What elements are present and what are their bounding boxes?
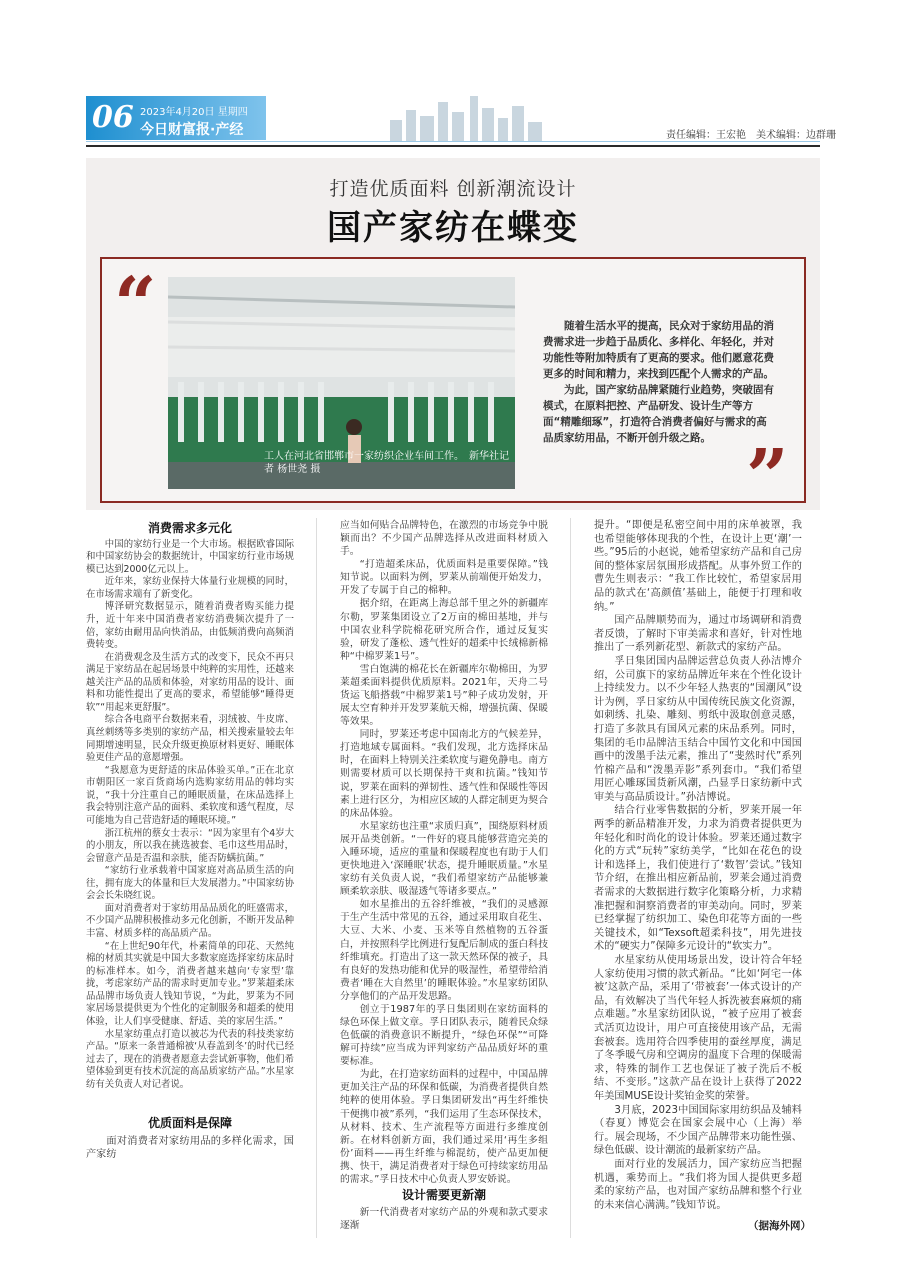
issue-date: 2023年4月20日 星期四 [140, 107, 248, 118]
paragraph: 雪白饱满的棉花长在新疆库尔勒棉田，为罗莱超柔面料提供优质原料。2021年，天舟二号货运飞船搭载“中棉罗莱1号”种子成功发射，开展太空育种并开发罗莱航天棉，增强抗菌、保暖等效果。 [340, 663, 548, 728]
intro-paragraph: 为此，国产家纺品牌紧随行业趋势，突破固有模式，在原料把控、产品研发、设计生产等方面“精雕细琢”，打造符合消费者偏好与需求的高品质家纺用品，不断开创升级之路。 [543, 384, 774, 444]
paragraph: 提升。“即便是私密空间中用的床单被罩，我也希望能够体现我的个性，在设计上更‘潮’一些。”95后的小赵说，她希望家纺产品和自己房间的整体家居氛围形成搭配。从事外贸工作的曹先生则表示：“我工作比较忙，希望家居用品的款式在‘高颜值’基础上，能便于打理和收纳。” [594, 520, 802, 613]
column-divider [570, 518, 571, 1238]
paragraph: 新一代消费者对家纺产品的外观和款式要求逐渐 [340, 1207, 548, 1232]
paragraph: 应当如何贴合品牌特色，在激烈的市场竞争中脱颖而出？不少国产品牌选择从改进面料材质入手。 [340, 520, 548, 558]
article-column-2 [340, 519, 548, 1232]
paragraph: 水星家纺从使用场景出发，设计符合年轻人家纺使用习惯的款式新品。“比如‘阿宅一体被’这款产品，采用了‘带被套’一体式设计的产品，有效解决了当代年轻人拆洗被套麻烦的痛点难题。”水星家纺团队说，“被子应用了被套式活页边设计，用户可直接使用该产品，无需套被套。选用符合四季使用的蚕丝厚度，满足了冬季暖气房和空调房的温度下合理的保暖需求，特殊的制作工艺也保证了被子洗后不板结、不变形。”这款产品在设计上获得了2022年美国MUSE设计奖铂金奖的荣誉。 [594, 955, 802, 1102]
paragraph: 据介绍，在距离上海总部千里之外的新疆库尔勒，罗莱集团设立了2万亩的棉田基地，并与中国农业科学院棉花研究所合作，通过反复实验，研发了蓬松、透气性好的超柔中长绒棉新棉种“中棉罗莱1号”。 [340, 598, 548, 662]
paragraph: 中国的家纺行业是一个大市场。根据欧睿国际和中国家纺协会的数据统计，中国家纺行业市场规模已达到2000亿元以上。 [86, 538, 294, 575]
paragraph: 如水星推出的五谷纤维被，“我们的灵感源于生产生活中常见的五谷，通过采用取自花生、大豆、大米、小麦、玉米等自然植物的五谷蛋白，并按照科学比例进行复配后制成的蛋白科技纤维填充。打造出了这一款天然环保的被子，具有良好的发热功能和优异的吸湿性，希望带给消费者‘睡在大自然里’的睡眠体验。”水星家纺团队分享他们的产品开发思路。 [340, 899, 548, 1002]
photo-caption: 工人在河北省邯郸市一家纺织企业车间工作。 新华社记者 杨世尧 摄 [264, 451, 509, 475]
paragraph: 面对行业的发展活力，国产家纺应当把握机遇，乘势而上。“我们将为国人提供更多超柔的家纺产品，也对国产家纺品牌和整个行业的未来信心满满。”钱知节说。 [594, 1158, 802, 1211]
paragraph: 水星家纺也注重“求质归真”，围绕原料材质展开品类创新。“一件好的寝具能够营造完美的入睡环境，适应的重量和保暖程度也有助于人们更快地进入‘深睡眠’状态，提升睡眠质量。”水星家纺有关负责人说，“我们希望家纺产品能够兼顾柔软亲肤、吸湿透气等诸多要点。” [340, 820, 548, 898]
article-subtitle: 打造优质面料 创新潮流设计 [329, 178, 577, 200]
section-heading: 优质面料是保障 [147, 1116, 232, 1130]
paragraph: “打造超柔床品，优质面料是重要保障。”钱知节说。以面料为例，罗莱从前端便开始发力，开发了专属于自己的棉种。 [340, 559, 548, 597]
intro-text [543, 318, 775, 446]
paper-name: 今日财富报·产经 [140, 122, 244, 138]
paragraph: 综合各电商平台数据来看，羽绒被、牛皮席、真丝刺绣等多类别的家纺产品，相关搜索量较去年同期增速明显，民众升级更换原材料更好、睡眠体验更佳产品的意愿增强。 [86, 714, 294, 764]
masthead-rule [86, 145, 820, 147]
intro-paragraph: 随着生活水平的提高，民众对于家纺用品的消费需求进一步趋于品质化、多样化、年轻化，并对功能性等附加特质有了更高的要求。他们愿意花费更多的时间和精力，来找到匹配个人需求的产品。 [543, 320, 774, 380]
article-title: 国产家纺在蝶变 [327, 208, 579, 248]
paragraph: 面对消费者对家纺用品的多样化需求，国产家纺 [86, 1135, 294, 1161]
article-column-3 [594, 519, 802, 1212]
column-divider [316, 518, 317, 1238]
paragraph: 为此，在打造家纺面料的过程中，中国品牌更加关注产品的环保和低碳，为消费者提供自然纯粹的使用体验。孚日集团研发出“再生纤维快干便携巾被”系列，“我们运用了生态环保技术，从材料、技术、生产流程等方面进行多维度创新。在材料创新方面，我们通过采用‘再生多组份’面料——再生纤维与棉混纺，使产品更加便携、快干，满足消费者对于绿色可持续家纺用品的需求。”孚日技术中心负责人罗安娇说。 [340, 1069, 548, 1185]
paragraph: 面对消费者对于家纺用品品质化的旺盛需求，不少国产品牌积极推动多元化创新，不断开发品种丰富、材质多样的高品质产品。 [86, 902, 294, 939]
paragraph: 近年来，家纺业保持大体量行业规模的同时，在市场需求端有了新变化。 [86, 576, 294, 600]
paragraph: 孚日集团国内品牌运营总负责人孙洁博介绍，公司旗下的家纺品牌近年来在个性化设计上持续发力。以不少年轻人热衷的“国潮风”设计为例，孚日家纺从中国传统民族文化资源，如刺绣、扎染、雕刻、剪纸中汲取创意灵感，打造了多款具有国风元素的床品系列。同时，集团的毛巾品牌洁玉结合中国竹文化和中国国画中的泼墨手法元素，推出了“斐然时代”系列竹棉产品和“泼墨弄影”系列套巾。“我们希望用匠心雕琢国货新风潮，凸显孚日家纺新中式审美与高品质设计。”孙洁博说。 [594, 655, 802, 803]
source-credit: （据海外网） [748, 1220, 811, 1232]
paragraph: 3月底，2023中国国际家用纺织品及辅料（春夏）博览会在国家会展中心（上海）举行。展会现场，不少国产品牌带来功能性强、绿色低碳、设计潮流的最新家纺产品。 [594, 1104, 802, 1157]
paragraph: 创立于1987年的孚日集团则在家纺面料的绿色环保上做文章。孚日团队表示，随着民众绿色低碳的消费意识不断提升，“绿色环保”“可降解可持续”应当成为评判家纺产品品质好坏的重要标准。 [340, 1003, 548, 1068]
paragraph: 浙江杭州的蔡女士表示：“因为家里有个4岁大的小朋友，所以我在挑选被套、毛巾这些用品时，会留意产品是否温和亲肤，能否防螨抗菌。” [86, 827, 294, 864]
close-quote-icon: ” [746, 434, 789, 520]
paragraph: 同时，罗莱还考虑中国南北方的气候差异，打造地域专属面料。“我们发现，北方选择床品时，在面料上特别关注柔软度与避免静电。南方则需要材质可以长期保持干爽和抗菌。”钱知节说，罗莱在面料的弹韧性、透气性和保暖性等因素上进行区分，为相应区域的人群定制更为契合的床品体验。 [340, 729, 548, 819]
paragraph: 国产品牌顺势而为，通过市场调研和消费者反馈，了解时下审美需求和喜好，针对性地推出了一系列新花型、新款式的家纺产品。 [594, 615, 802, 654]
paragraph: “我愿意为更舒适的床品体验买单。”正在北京市朝阳区一家百货商场内选购家纺用品的韩均实说，“我十分注重自己的睡眠质量，在床品选择上我会特别注意产品的面料、柔软度和透气程度，尽可能地为自己营造舒适的睡眠环境。” [86, 764, 294, 826]
editors-credit: 责任编辑：王宏艳 美术编辑：边群珊 [666, 130, 836, 141]
paragraph: 博泽研究数据显示，随着消费者购买能力提升，近十年来中国消费者家纺消费频次提升了一倍，家纺由耐用品向快消品，由低频消费向高频消费转变。 [86, 601, 294, 651]
page-number: 06 [92, 100, 134, 135]
section-heading: 设计需要更新潮 [401, 1187, 486, 1202]
section-2-start [86, 1117, 294, 1162]
article-column-1 [86, 519, 294, 1091]
paragraph: 结合行业零售数据的分析，罗莱开展一年两季的新品精准开发，力求为消费者提供更为年轻化和时尚化的设计体验。罗莱还通过数字化的方式“玩转”家纺美学，“比如在花色的设计和选择上，我们使进行了‘数智’尝试。”钱知节介绍，在推出相应新品前，罗莱会通过消费者需求的大数据进行数字化策略分析，力求精准把握和洞察消费者的审美动向。同时，罗莱已经掌握了纺织加工、染色印花等方面的一些关键技术，如“Texsoft超柔科技”，用先进技术的“硬实力”保障多元设计的“软实力”。 [594, 805, 802, 953]
paragraph: “在上世纪90年代，朴素简单的印花、天然纯棉的材质其实就是中国大多数家庭选择家纺床品时的标准样本。如今，消费者越来越向‘专家型’靠拢，考虑家纺产品的需求时更加专业。”罗莱超柔床品品牌市场负责人钱知节说，“为此，罗莱为不同家居场景提供更为个性化的定制服务和超柔的使用体验，让人们享受健康、舒适、美的家居生活。” [86, 940, 294, 1027]
paragraph: 水星家纺重点打造以被芯为代表的科技类家纺产品。“原来一条普通棉被‘从春盖到冬’的时代已经过去了，现在的消费者愿意去尝试新事物，他们希望体验到更有技术沉淀的高品质家纺产品。”水星家纺有关负责人对记者说。 [86, 1028, 294, 1090]
open-quote-icon: “ [114, 262, 157, 348]
city-skyline-graphic [380, 92, 560, 142]
section-heading: 消费需求多元化 [147, 521, 232, 535]
paragraph: “家纺行业承载着中国家庭对高品质生活的向往，拥有庞大的体量和巨大发展潜力。”中国家纺协会会长朱晓红说。 [86, 865, 294, 902]
masthead-thin-rule [86, 141, 820, 142]
paragraph: 在消费观念及生活方式的改变下，民众不再只满足于家纺品在起居场景中纯粹的实用性，还越来越关注产品的品质和体验，对家纺用品的设计、面料和功能性提出了更高的要求，希望能够“睡得更软”“用起来更舒服”。 [86, 651, 294, 713]
